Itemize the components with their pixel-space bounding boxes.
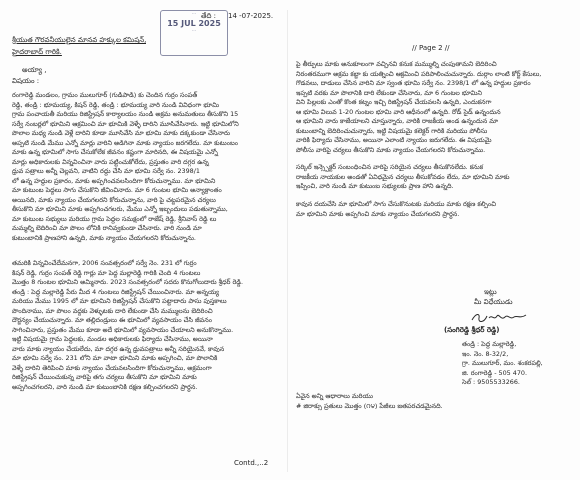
- text-line: సాగించినారు, ప్రస్తుతం మేము కూడా అదే భూమిలో వ్యవసాయం చేయాలని అనుకొన్నాము.: [12, 325, 234, 334]
- text-line: విని పిల్లలకు ఎంతో కొంత కట్నం ఇచ్చి రిజిస్ట్రేషన్ చేయవలసి ఉన్నది, ఎందుకనగా: [296, 98, 492, 106]
- page-marker: // Page 2 //: [412, 44, 450, 52]
- text-line: అప్పటి నుండి మేము ఎన్నో మార్లు వారిని అడిగినా మాకు న్యాయం జరగలేదు. మా కుటుంబం: [12, 138, 239, 147]
- handwritten-signature: [470, 309, 530, 325]
- left-paragraph-1: [12, 91, 280, 243]
- stamp-top-line: ...: [191, 11, 197, 16]
- text-line: ఇప్పటి వరకు మా పొలానికి దారి లేకుండా చేసినారు, మా 6 గుంటల భూమిని: [296, 88, 482, 97]
- signatory-name: (సంగిరెడ్డి శ్రీధర్ రెడ్డి): [444, 326, 500, 334]
- text-line: దౌర్జన్యం చేయుచున్నారు. మా తల్లిదండ్రులు ఈ భూమిలో వ్యవసాయం చేసి జీవనం: [12, 316, 212, 324]
- text-line: తండ్రి : పెద్ద మల్లారెడ్డి పేరు మీద 4 గుంటలు రిజిస్ట్రేషన్ చేయించినారు. మా అన్నయ్య: [12, 287, 220, 296]
- left-paragraph-2: [12, 259, 280, 392]
- text-line: తీసుకొని మా భూమిని మాకు అప్పగించగలరు, మేము ఎన్నో ఇబ్బందులు పడుతున్నాము,: [12, 205, 228, 213]
- inward-stamp: [160, 10, 228, 56]
- text-line: ఆ భూమిని వారు కాజేయాలని చూస్తున్నారు, వారికి రాజకీయ అండ ఉన్నందున మా: [296, 117, 499, 125]
- text-line: ఇట్టి విషయమై గ్రామ పెద్దలకు, మండల అధికారులకు ఫిర్యాదు చేసినాము, అయినా: [12, 335, 213, 343]
- text-line: తమరికి విన్నవించేదేమనగా, 2006 సంవత్సరంలో సర్వే నెం. 231 లో గుర్రం: [12, 259, 197, 267]
- text-line: పై తీర్పులు మాకు అనుకూలంగా వచ్చినవి కనుక మమ్ముల్ని చంపుతామని బెదిరించి: [296, 60, 497, 68]
- text-line: అయినది, మాకు న్యాయం చేయగలరని కోరుచున్నాను, వారి పై చట్టపరమైన చర్యలు: [12, 195, 216, 204]
- continued-note: Contd.,..2: [234, 459, 269, 467]
- address-line: సెల్ : 9505533266.: [462, 378, 520, 386]
- text-line: పొలాల మధ్య నుండి వెళ్లే దారిని కూడా మూసివేసి మా భూమి మాకు దక్కకుండా చేసినారు: [12, 129, 231, 137]
- right-paragraph-3: [296, 200, 572, 219]
- subject-label: విషయం :: [12, 77, 40, 85]
- enclosure-line: # జిరాక్సు ప్రతులు మొత్తం (౧౪) పేజీలు జతపరచడమైనది.: [296, 401, 443, 410]
- addressee-line-2: హైదరాబాద్ గారికి.: [12, 48, 62, 56]
- closing-word: ఇట్లు: [484, 288, 497, 296]
- text-line: గొడవలు, దాడులు చేసిన వారిని మా స్వంత భూమి సర్వే నం. 2398/1 లో ఉన్న హద్దుల ప్రకారం: [296, 79, 531, 87]
- address-line: గ్రా. ములుగూర్, మం. శంకరపల్లి,: [462, 359, 543, 367]
- text-line: కుటుంబాన్ని బెదిరించుచున్నారు, ఇట్టి విషయమై కలెక్టర్ గారికి మరియు పోలీసు: [296, 126, 488, 135]
- text-line: సర్కిల్ ఇన్స్పెక్టర్ సంబంధించిన వారిపై సరియైన చర్యలు తీసుకొనలేదు. కనుక: [296, 163, 484, 171]
- address-block: [462, 340, 574, 388]
- text-line: గ్రామ పంచాయతీ మరియు రిజిస్ట్రేషన్ కార్యాలయం నుండి అక్రమ అనుమతులు తీసుకొని 15: [12, 110, 239, 118]
- text-line: అప్పగించగలరని, వారి నుండి మా కుటుంబానికి రక్షణ కల్పించగలరని ప్రార్థన.: [12, 382, 198, 391]
- text-line: మా కుటుంబ పెద్దలు సాగు చేసుకొని జీవించినారు. మా 6 గుంటల భూమి అన్యాక్రాంతం: [12, 186, 222, 194]
- address-line: జి. రంగారెడ్డి - 505 470.: [462, 368, 527, 377]
- salutation: అయ్యా ,: [22, 66, 47, 74]
- text-line: రంగారెడ్డి మండలం, గ్రామం ములుగూర్ (గుడిపాడి) కు చెందిన గుర్రం సంపత్: [12, 91, 198, 99]
- text-line: మా భూమిని మాకు అప్పగించి మాకు న్యాయం చేయగలరని ప్రార్థన.: [296, 209, 460, 218]
- text-line: ధ్రువ పత్రాలు అన్నీ చెల్లవని, వాటిని రద్దు చేసి మా భూమి సర్వే నం. 2398/1: [12, 167, 200, 175]
- address-line: ఇం. నెం. 8-32/2,: [462, 349, 509, 358]
- text-line: ఆ భూమి విలువ 1-20 గుంటల భూమి వారి ఆధీనంలో ఉన్నది. రోడ్ సైడ్ ఉన్నందున: [296, 107, 501, 116]
- text-line: మరియు మేము 1995 లో మా భూమిని రిజిస్ట్రేషన్ చేసుకొని పట్టాదారు పాసు పుస్తకాలు: [12, 297, 227, 305]
- date-value: 14 -07-2025.: [228, 12, 274, 20]
- text-line: మార్లు అధికారులకు విన్నవించినా వారు పట్టించుకోలేదు, ప్రస్తుతం వారి దగ్గర ఉన్న: [12, 157, 209, 166]
- text-line: పొందినాము, మా పొలం వద్దకు వెళ్ళుటకు దారి లేకుండా చేసి మమ్ములను బెదిరించి: [12, 306, 213, 315]
- date-label: తేది :: [201, 12, 216, 20]
- text-line: మా భూమి సర్వే నం. 231 లోని మా వాటా భూమిని మాకు అప్పగించి, మా పొలానికి: [12, 354, 218, 362]
- text-line: పోలీసు వారిపై చర్యలు తీసుకొని మాకు న్యాయం చేయగలరని కోరుచున్నాము.: [296, 145, 486, 154]
- page-divider: [287, 10, 288, 472]
- text-line: రెడ్డి, తండ్రి : భూమయ్య, కిషన్ రెడ్డి, తండ్రి : భూమయ్య వారి నుండి వివిధంగా భూమి: [12, 100, 219, 109]
- addressee-line-1: శ్రీయుత గౌరవనీయులైన మానవ హక్కుల కమిషన్,: [12, 36, 147, 44]
- text-line: సర్వే నంబర్లలో భూమిని ఆక్రమించి మా భూమికి వెళ్ళే దారిని మూసివేసినారు. ఇట్టి భూమిలోని: [12, 119, 239, 128]
- text-line: మా కుటుంబ సభ్యులు మరియు గ్రామ పెద్దల సమక్షంలో రాజేష్ రెడ్డి, శ్రీనివాస్ రెడ్డి లు: [12, 214, 217, 223]
- text-line: వెళ్ళే దారిని తెరిపించి మాకు న్యాయం చేయవలసిందిగా కోరుచున్నాము, అక్రమంగా: [12, 363, 212, 372]
- right-paragraph-2: [296, 163, 572, 192]
- stamp-bottom-line: ...: [191, 28, 197, 33]
- enclosures-note: [296, 392, 572, 411]
- text-line: నిరంతరముగా అక్రమ కబ్జా కు యత్నించి ఆక్రమించి పరిపాలించుచున్నారు. దుర్గాం లాంటి కోర్ట్ కేసులు,: [296, 69, 542, 78]
- text-line: మొత్తం 8 గుంటల భూమిని అమ్మినారు. 2023 సంవత్సరంలో సదరు కొనుగోలుదారు శ్రీధర్ రెడ్డి.: [12, 278, 244, 286]
- text-line: రిజిస్ట్రేషన్ చేయించుకున్న వారిపై తగు చర్యలు తీసుకొని మా భూమిని మాకు: [12, 373, 197, 381]
- text-line: వారు మాకు న్యాయం చేయలేదు, మా దగ్గర ఉన్న ధ్రువపత్రాలు అన్నీ సరియైనవే, కావున: [12, 344, 225, 353]
- right-paragraph-1: [296, 60, 572, 155]
- text-line: కావున దయచేసి మా భూమిలో సాగు చేసుకొనుటకు మరియు మాకు రక్షణ కల్పించి: [296, 200, 496, 208]
- text-line: లో ఉన్న హద్దుల ప్రకారం, మాకు అప్పగించవలసిందిగా కోరుచున్నాము. మా భూమిని: [12, 176, 216, 185]
- text-line: మాకు ఉన్న భూమిలో సాగు చేసుకోలేక జీవనం కష్టంగా మారినది, ఈ విషయమై ఎన్నో: [12, 148, 219, 156]
- closing-phrase: మీ విధేయుడు: [474, 298, 513, 306]
- text-line: వారికి ఫిర్యాదు చేసినాము, అయినా ఎలాంటి న్యాయం జరుగలేదు. ఈ విషయమై: [296, 136, 492, 144]
- text-line: మమ్మల్ని బెదిరించి మా పొలం లోనికి రానివ్వకుండా చేసినారు. వారి నుండి మా: [12, 224, 202, 232]
- text-line: కిషన్ రెడ్డి, గుర్రం సంపత్ రెడ్డి గార్లు మా పెద్ద మల్లారెడ్డి గారికి చెంది 4 గుంటలు: [12, 268, 201, 277]
- stamp-date: 15 JUL 2025: [167, 19, 221, 28]
- enclosure-line: ఏవైన అన్ని ఆధారాలు మరియు: [296, 392, 373, 400]
- address-line: తండ్రి : పెద్ద మల్లారెడ్డి,: [462, 340, 517, 348]
- text-line: ఇప్పించి, వారి నుండి మా కుటుంబ సభ్యులకు ప్రాణ హాని ఉన్నది.: [296, 182, 454, 190]
- text-line: కుటుంబానికి ప్రాణహాని ఉన్నది, మాకు న్యాయం చేయగలరని కోరుచున్నాను.: [12, 233, 196, 242]
- text-line: రాజకీయ నాయకుల అండతో ఏవిధమైన చర్యలు తీసుకోవడం లేదు, మా భూమిని మాకు: [296, 172, 510, 181]
